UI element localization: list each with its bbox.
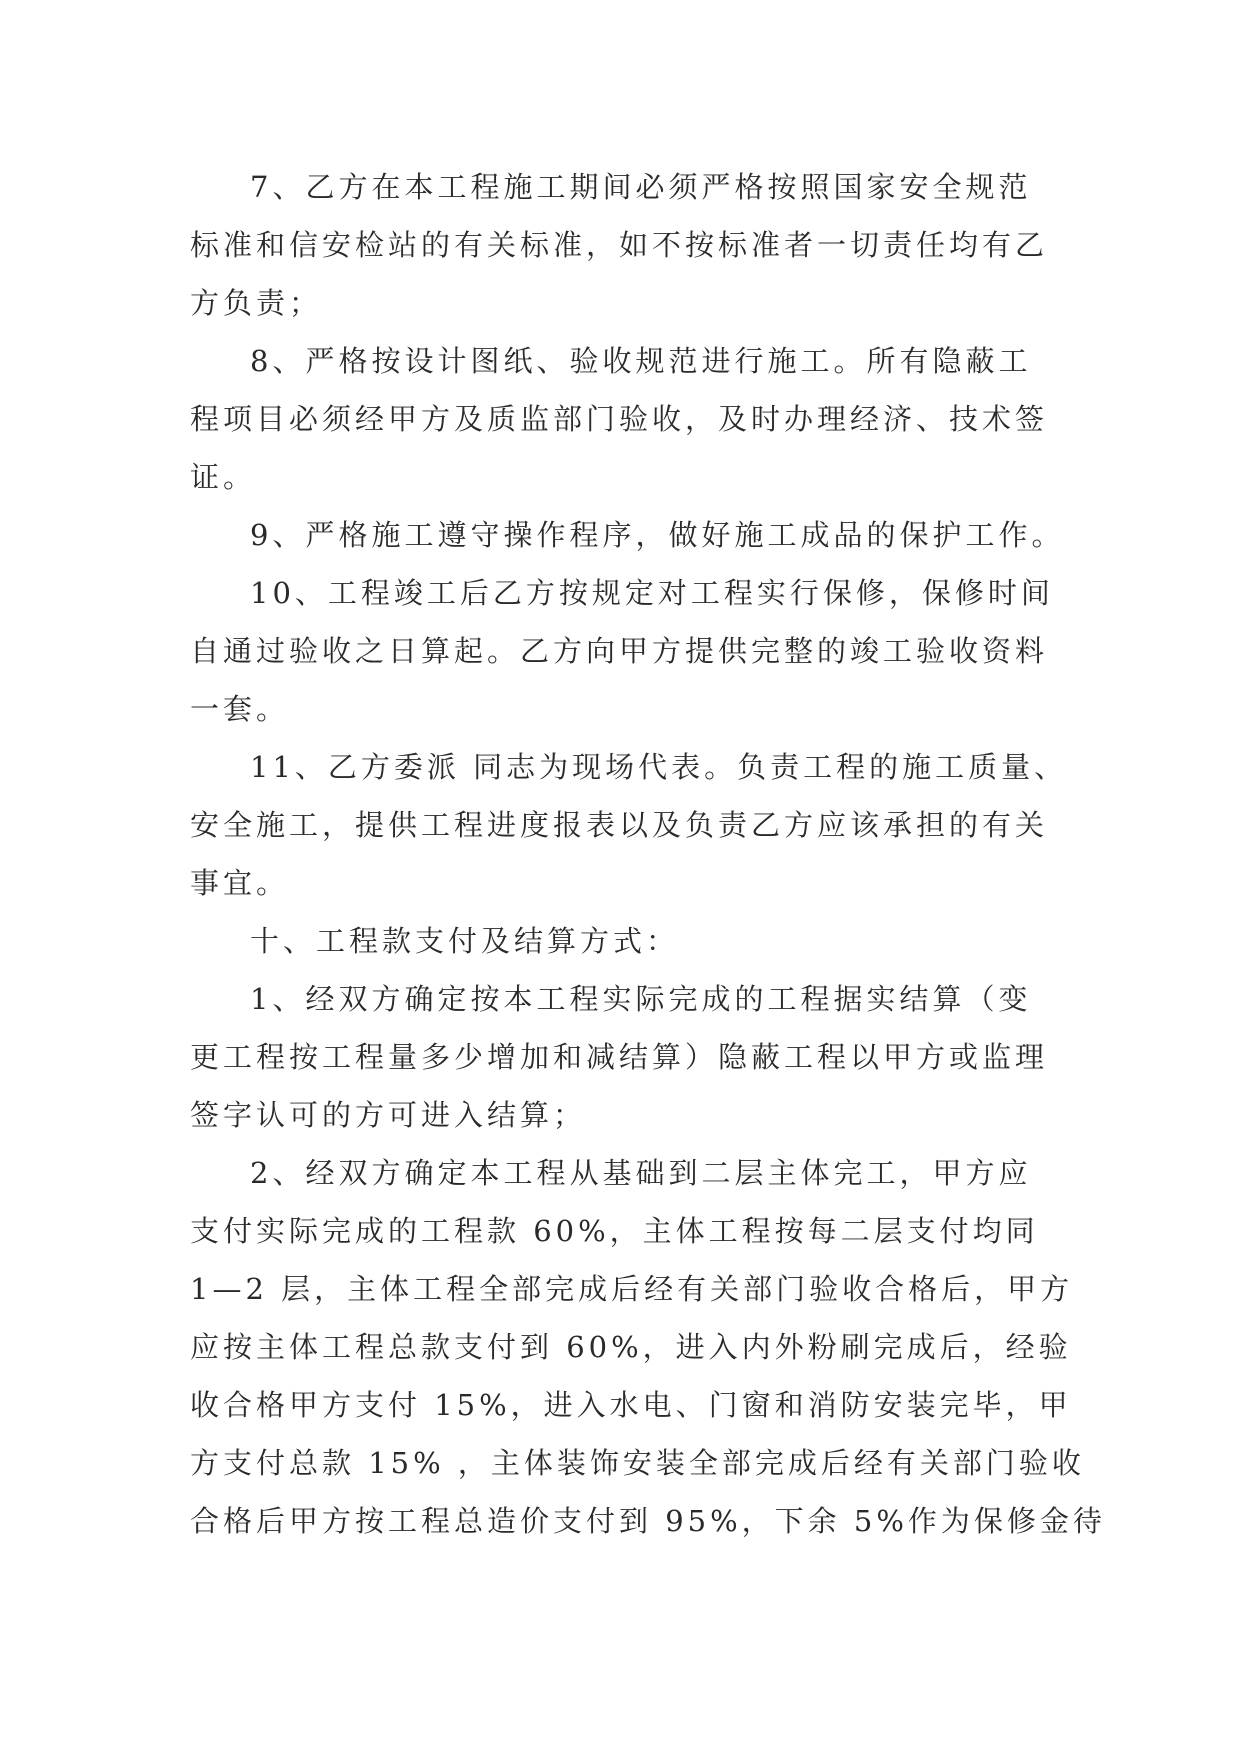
text-line: 方支付总款 15% ，主体装饰安装全部完成后经有关部门验收 — [190, 1446, 1085, 1480]
text-line: 支付实际完成的工程款 60%，主体工程按每二层支付均同 — [190, 1214, 1039, 1248]
text-line: 1—2 层，主体工程全部完成后经有关部门验收合格后，甲方 — [190, 1272, 1074, 1306]
text-line: 安全施工，提供工程进度报表以及负责乙方应该承担的有关 — [190, 808, 1049, 842]
text-line: 一套。 — [190, 692, 290, 726]
text-line: 签字认可的方可进入结算； — [190, 1098, 587, 1132]
text-line: 证。 — [190, 460, 257, 494]
text-line: 应按主体工程总款支付到 60%，进入内外粉刷完成后，经验 — [190, 1330, 1072, 1364]
paragraph-item-10 — [190, 564, 1054, 738]
paragraph-payment-2 — [190, 1144, 1106, 1550]
section-heading: 十、工程款支付及结算方式： — [250, 924, 680, 958]
text-line: 7、乙方在本工程施工期间必须严格按照国家安全规范 — [250, 170, 1032, 204]
text-line: 9、严格施工遵守操作程序，做好施工成品的保护工作。 — [250, 518, 1065, 552]
text-line: 1、经双方确定按本工程实际完成的工程据实结算（变 — [250, 982, 1032, 1016]
text-line: 程项目必须经甲方及质监部门验收，及时办理经济、技术签 — [190, 402, 1049, 436]
text-line: 11、乙方委派 同志为现场代表。负责工程的施工质量、 — [250, 750, 1068, 784]
text-line: 方负责； — [190, 286, 323, 320]
paragraph-item-11 — [190, 738, 1068, 912]
text-line: 10、工程竣工后乙方按规定对工程实行保修，保修时间 — [250, 576, 1054, 610]
text-line: 合格后甲方按工程总造价支付到 95%，下余 5%作为保修金待 — [190, 1504, 1106, 1538]
text-line: 标准和信安检站的有关标准，如不按标准者一切责任均有乙 — [190, 228, 1049, 262]
text-line: 更工程按工程量多少增加和减结算）隐蔽工程以甲方或监理 — [190, 1040, 1049, 1074]
section-heading-payment — [190, 912, 1050, 970]
paragraph-item-8 — [190, 332, 1050, 506]
text-line: 收合格甲方支付 15%，进入水电、门窗和消防安装完毕，甲 — [190, 1388, 1072, 1422]
document-body — [190, 158, 1106, 1550]
paragraph-payment-1 — [190, 970, 1050, 1144]
text-line: 自通过验收之日算起。乙方向甲方提供完整的竣工验收资料 — [190, 634, 1049, 668]
text-line: 8、严格按设计图纸、验收规范进行施工。所有隐蔽工 — [250, 344, 1032, 378]
paragraph-item-9 — [190, 506, 1065, 564]
text-line: 2、经双方确定本工程从基础到二层主体完工，甲方应 — [250, 1156, 1032, 1190]
text-line: 事宜。 — [190, 866, 290, 900]
paragraph-item-7 — [190, 158, 1050, 332]
